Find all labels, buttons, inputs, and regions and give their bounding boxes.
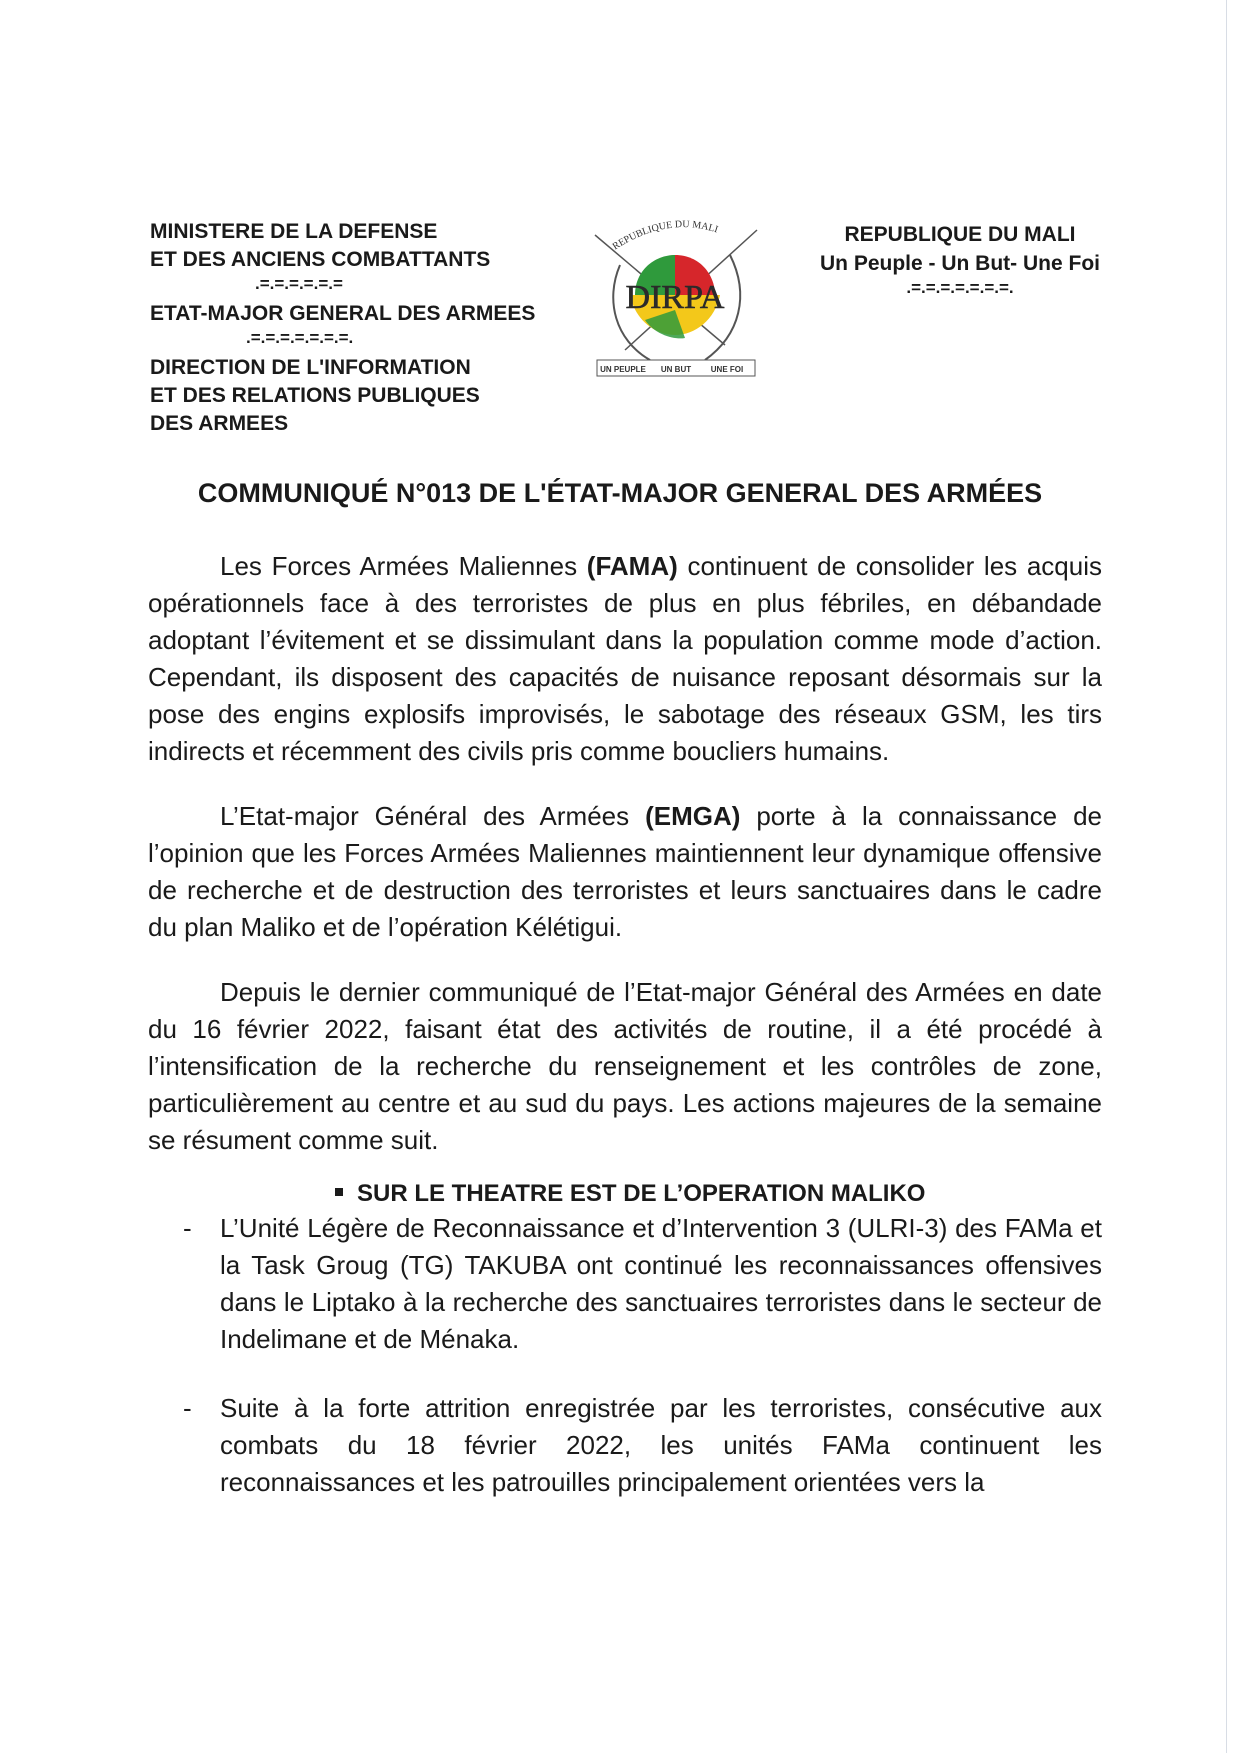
scan-edge-line: [1226, 0, 1227, 1753]
ministry-line-2: ET DES ANCIENS COMBATTANTS: [150, 248, 491, 271]
logo-banner-1: UN PEUPLE: [600, 365, 646, 374]
paragraph-3-text: Depuis le dernier communiqué de l’Etat-major Général des Armées en date du 16 février 2022, faisant état des activités de routine, il a été procédé à l’intensification de la recherche du renseignement et les contrôles de zone, particulièrement au centre et au sud du pays. Les actions majeures de la semaine se résument comme suit.: [148, 977, 1102, 1155]
section-heading-text: SUR LE THEATRE EST DE L’OPERATION MALIKO: [357, 1180, 926, 1207]
paragraph-1-start: Les Forces Armées Maliennes: [220, 551, 587, 581]
ministry-line-5: ET DES RELATIONS PUBLIQUES: [150, 384, 480, 407]
ministry-line-6: DES ARMEES: [150, 412, 289, 435]
fama-acronym: (FAMA): [586, 551, 678, 581]
logo-banner-2: UN BUT: [660, 365, 692, 374]
republic-motto: Un Peuple - Un But- Une Foi: [820, 252, 1100, 275]
paragraph-1-rest: continuent de consolider les acquis opérationnels face à des terroristes de plus en plus fébriles, en débandade adoptant l’évitement et se dissimulant dans la population comme mode d’action. Cependant, ils disposent des capacités de nuisance reposant désormais sur la pose des engins explosifs improvisés, le sabotage des réseaux GSM, les tirs indirects et récemment des civils pris comme boucliers humains.: [148, 551, 1102, 766]
paragraph-2: [148, 798, 1102, 946]
ministry-line-3: ETAT-MAJOR GENERAL DES ARMEES: [150, 302, 536, 325]
ministry-header: [150, 218, 570, 438]
paragraph-2-rest: porte à la connaissance de l’opinion que les Forces Armées Maliennes maintiennent leur dynamique offensive de recherche et de destruction des terroristes et leurs sanctuaires dans le cadre du plan Maliko et de l’opération Kélétigui.: [148, 801, 1102, 942]
paragraph-1: [148, 548, 1102, 770]
dash-bullet: -: [183, 1393, 192, 1423]
ministry-line-4: DIRECTION DE L'INFORMATION: [150, 356, 471, 379]
republic-name: REPUBLIQUE DU MALI: [844, 223, 1076, 246]
list-item: [183, 1210, 1102, 1358]
republic-separator: .=.=.=.=.=.=.=.: [906, 278, 1014, 297]
separator-2: .=.=.=.=.=.=.=.: [246, 328, 354, 347]
republic-header: [810, 220, 1110, 298]
section-heading: [335, 1180, 925, 1208]
communique-title: COMMUNIQUÉ N°013 DE L'ÉTAT-MAJOR GENERAL DES ARMÉES: [197, 478, 1043, 508]
separator-1: .=.=.=.=.=.=: [255, 274, 343, 293]
list-item-text: Suite à la forte attrition enregistrée par les terroristes, consécutive aux combats du 18 février 2022, les unités FAMa continuent les reconnaissances et les patrouilles principalement orientées vers la: [220, 1393, 1102, 1497]
paragraph-2-start: L’Etat-major Général des Armées: [220, 801, 646, 831]
ministry-line-1: MINISTERE DE LA DEFENSE: [150, 220, 438, 243]
paragraph-3: [148, 974, 1102, 1159]
logo-dirpa-text: DIRPA: [625, 279, 725, 316]
logo-banner-3: UNE FOI: [710, 365, 744, 374]
emga-acronym: (EMGA): [645, 801, 741, 831]
list-item: [183, 1390, 1102, 1501]
dirpa-logo: [575, 210, 775, 385]
list-item-text: L’Unité Légère de Reconnaissance et d’Intervention 3 (ULRI-3) des FAMa et la Task Groug (TG) TAKUBA ont continué les reconnaissances offensives dans le Liptako à la recherche des sanctuaires terroristes dans le secteur de Indelimane et de Ménaka.: [220, 1213, 1102, 1354]
square-bullet-icon: [335, 1188, 343, 1196]
dash-bullet: -: [183, 1213, 192, 1243]
logo-arc-text: REPUBLIQUE DU MALI: [610, 219, 720, 253]
